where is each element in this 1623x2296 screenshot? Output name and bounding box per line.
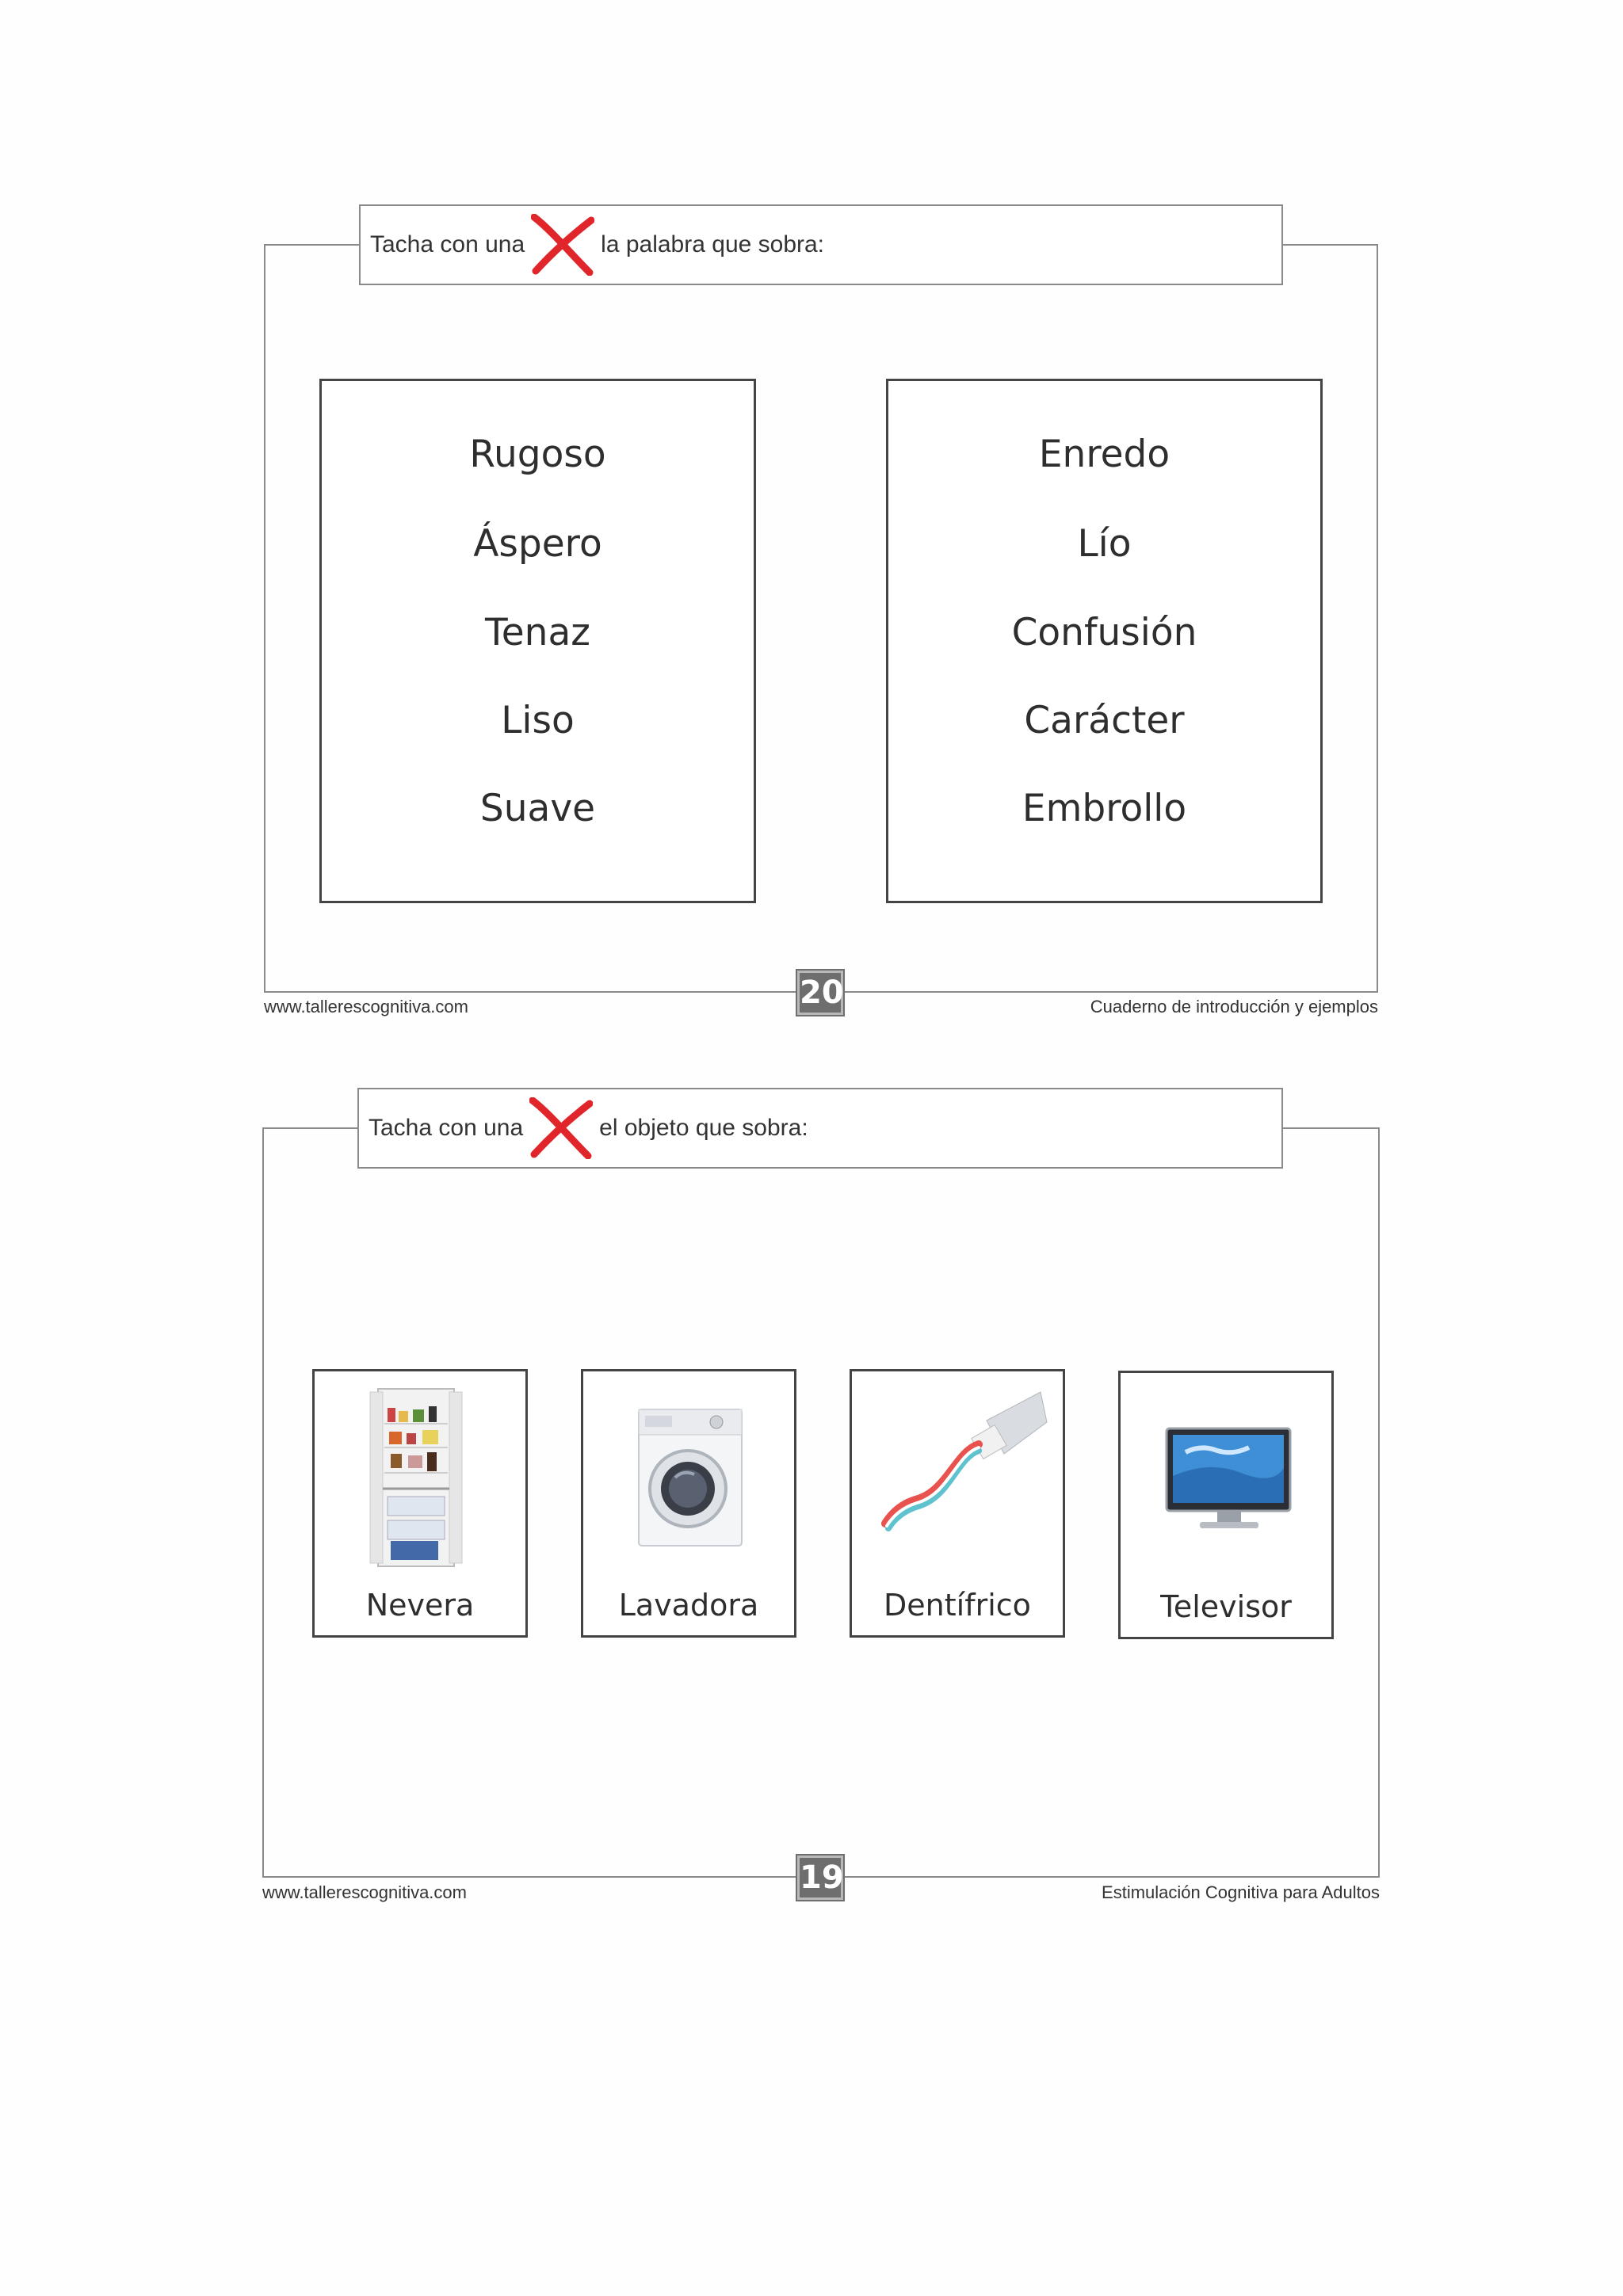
object-label: Nevera — [365, 1588, 475, 1623]
footer-book-title: Estimulación Cognitiva para Adultos — [1102, 1882, 1380, 1902]
page2-instruction-box — [357, 1088, 1283, 1169]
word-item[interactable]: Liso — [501, 699, 575, 742]
object-card[interactable] — [581, 1369, 796, 1638]
page1-instruction-box — [359, 204, 1283, 285]
object-card[interactable] — [850, 1369, 1065, 1638]
object-label: Lavadora — [618, 1588, 759, 1623]
red-cross-icon — [529, 1097, 593, 1159]
footer-website: www.tallerescognitiva.com — [264, 997, 468, 1016]
word-item[interactable]: Confusión — [1011, 611, 1197, 654]
word-item[interactable]: Enredo — [1038, 433, 1170, 476]
word-item[interactable]: Tenaz — [485, 611, 590, 654]
television-icon — [1162, 1421, 1296, 1539]
word-item[interactable]: Lío — [1077, 522, 1132, 566]
word-item[interactable]: Rugoso — [469, 433, 606, 476]
word-item[interactable]: Suave — [479, 787, 596, 830]
object-label: Televisor — [1160, 1589, 1292, 1624]
object-card[interactable] — [312, 1369, 528, 1638]
red-cross-icon — [531, 214, 594, 276]
washing-machine-icon — [631, 1402, 750, 1552]
word-list-right — [886, 379, 1323, 903]
footer-website: www.tallerescognitiva.com — [262, 1882, 467, 1902]
word-item[interactable]: Carácter — [1024, 699, 1185, 742]
instruction-text-before: Tacha con una — [369, 1115, 524, 1141]
toothpaste-icon — [868, 1381, 1055, 1539]
instruction-text-before: Tacha con una — [370, 231, 525, 257]
instruction-text-after: la palabra que sobra: — [601, 231, 825, 257]
word-item[interactable]: Embrollo — [1022, 787, 1187, 830]
fridge-icon — [367, 1386, 465, 1569]
word-item[interactable]: Áspero — [473, 522, 602, 566]
page-number-badge: 20 — [797, 971, 843, 1015]
page-number-badge: 19 — [797, 1855, 843, 1900]
word-list-left — [319, 379, 756, 903]
instruction-text-after: el objeto que sobra: — [599, 1115, 808, 1141]
object-card[interactable] — [1118, 1371, 1334, 1639]
object-label: Dentífrico — [884, 1588, 1031, 1623]
footer-book-title: Cuaderno de introducción y ejemplos — [1090, 997, 1378, 1016]
